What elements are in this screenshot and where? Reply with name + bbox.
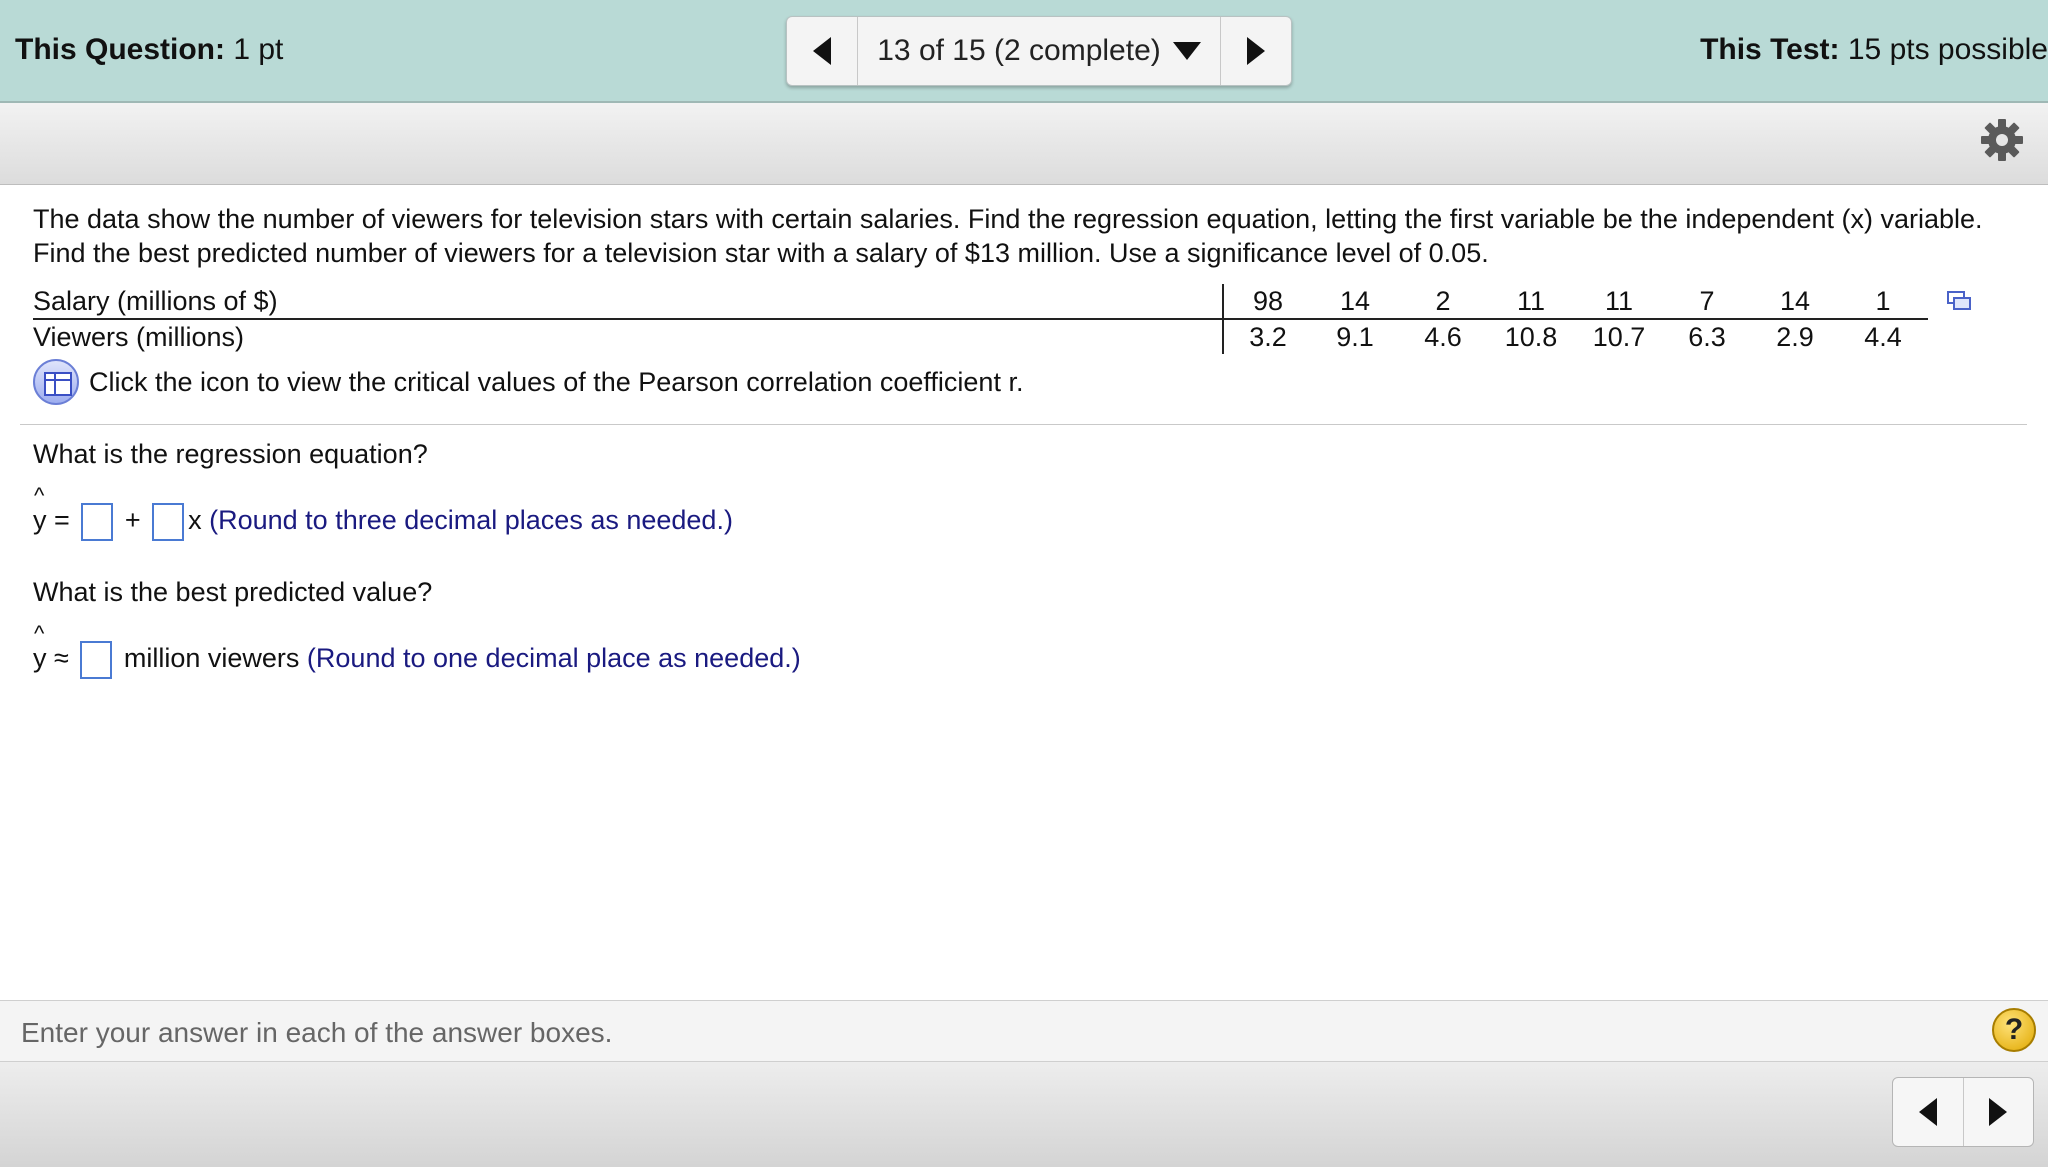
table-cell: 1	[1875, 286, 1891, 316]
next-question-button[interactable]	[1220, 17, 1291, 85]
x-variable: x	[188, 505, 202, 536]
test-points-value: 15 pts possible	[1847, 33, 2048, 66]
table-cell: 4.6	[1424, 322, 1462, 352]
question-2: What is the best predicted value?	[33, 577, 433, 607]
predicted-value-row	[33, 621, 801, 679]
y-hat-symbol	[33, 483, 70, 536]
table-divider	[1222, 284, 1224, 354]
bottom-navigator	[1892, 1077, 2034, 1147]
bottom-next-button[interactable]	[1964, 1078, 2034, 1146]
table-cell: 14	[1779, 286, 1811, 316]
question-navigator	[786, 16, 1292, 86]
hat-mark-2: ^	[34, 621, 45, 647]
problem-line-1: The data show the number of viewers for television stars with certain salaries. Find the regression equation, letting the first variable be the independent (x) variable.	[33, 204, 1983, 234]
hat-mark: ^	[34, 483, 45, 509]
problem-statement	[33, 202, 2023, 270]
help-icon[interactable]: ?	[1992, 1008, 2036, 1052]
question-points-value: 1 pt	[233, 33, 284, 66]
bottom-bar	[0, 1062, 2048, 1167]
table-cell: 14	[1339, 286, 1371, 316]
arrow-left-icon	[813, 37, 831, 65]
table-cell: 3.2	[1249, 322, 1287, 352]
toolbar	[0, 103, 2048, 185]
data-table	[33, 284, 1928, 354]
question-selector-dropdown[interactable]	[858, 17, 1220, 85]
arrow-right-icon	[1247, 37, 1265, 65]
test-points	[1700, 33, 2048, 67]
instruction-text: Enter your answer in each of the answer boxes.	[21, 1017, 613, 1048]
table-row-viewers	[33, 320, 1928, 354]
problem-line-2: Find the best predicted number of viewers for a television star with a salary of $13 million. Use a significance level of 0.05.	[33, 238, 1489, 268]
rounding-hint-1: (Round to three decimal places as needed.)	[209, 505, 733, 536]
table-row-salary	[33, 284, 1928, 320]
arrow-right-icon	[1989, 1098, 2007, 1126]
section-divider	[20, 424, 2027, 425]
table-cell: 6.3	[1688, 322, 1726, 352]
table-cell: 10.8	[1504, 322, 1558, 352]
question-points-label: This Question:	[15, 33, 225, 66]
table-cell: 98	[1252, 286, 1284, 316]
table-cell: 4.4	[1864, 322, 1902, 352]
table-cell: 2	[1435, 286, 1451, 316]
question-points	[15, 33, 283, 67]
row-label-viewers: Viewers (millions)	[33, 322, 245, 352]
top-bar	[0, 0, 2048, 103]
table-cell: 7	[1699, 286, 1715, 316]
table-cell: 9.1	[1336, 322, 1374, 352]
slope-input[interactable]	[152, 503, 184, 541]
predicted-value-input[interactable]	[80, 641, 112, 679]
table-cell: 2.9	[1776, 322, 1814, 352]
row-label-salary: Salary (millions of $)	[33, 286, 278, 316]
question-1: What is the regression equation?	[33, 439, 428, 469]
instruction-bar	[0, 1000, 2048, 1062]
y-hat-symbol-2	[33, 621, 69, 674]
arrow-left-icon	[1919, 1098, 1937, 1126]
caret-down-icon	[1173, 42, 1201, 60]
copy-data-icon[interactable]	[1946, 290, 1972, 312]
approx-prefix: y ≈	[33, 643, 69, 674]
table-cell: 11	[1516, 286, 1546, 316]
problem-area	[33, 202, 2023, 397]
plus-sign: +	[124, 505, 141, 536]
critical-values-table-icon[interactable]	[33, 359, 79, 405]
table-grid-icon	[44, 372, 72, 396]
question-progress: 13 of 15 (2 complete)	[877, 34, 1161, 67]
bottom-previous-button[interactable]	[1893, 1078, 1964, 1146]
previous-question-button[interactable]	[787, 17, 858, 85]
unit-label: million viewers	[123, 643, 300, 674]
critical-values-text: Click the icon to view the critical values of the Pearson correlation coefficient r.	[89, 366, 1024, 397]
test-points-label: This Test:	[1700, 33, 1840, 66]
critical-values-line	[33, 358, 1023, 406]
regression-equation-row	[33, 483, 733, 541]
rounding-hint-2: (Round to one decimal place as needed.)	[306, 643, 801, 674]
table-cell: 11	[1604, 286, 1634, 316]
equation-prefix: y =	[33, 505, 70, 536]
intercept-input[interactable]	[81, 503, 113, 541]
table-cell: 10.7	[1592, 322, 1646, 352]
gear-icon[interactable]	[1980, 118, 2024, 162]
